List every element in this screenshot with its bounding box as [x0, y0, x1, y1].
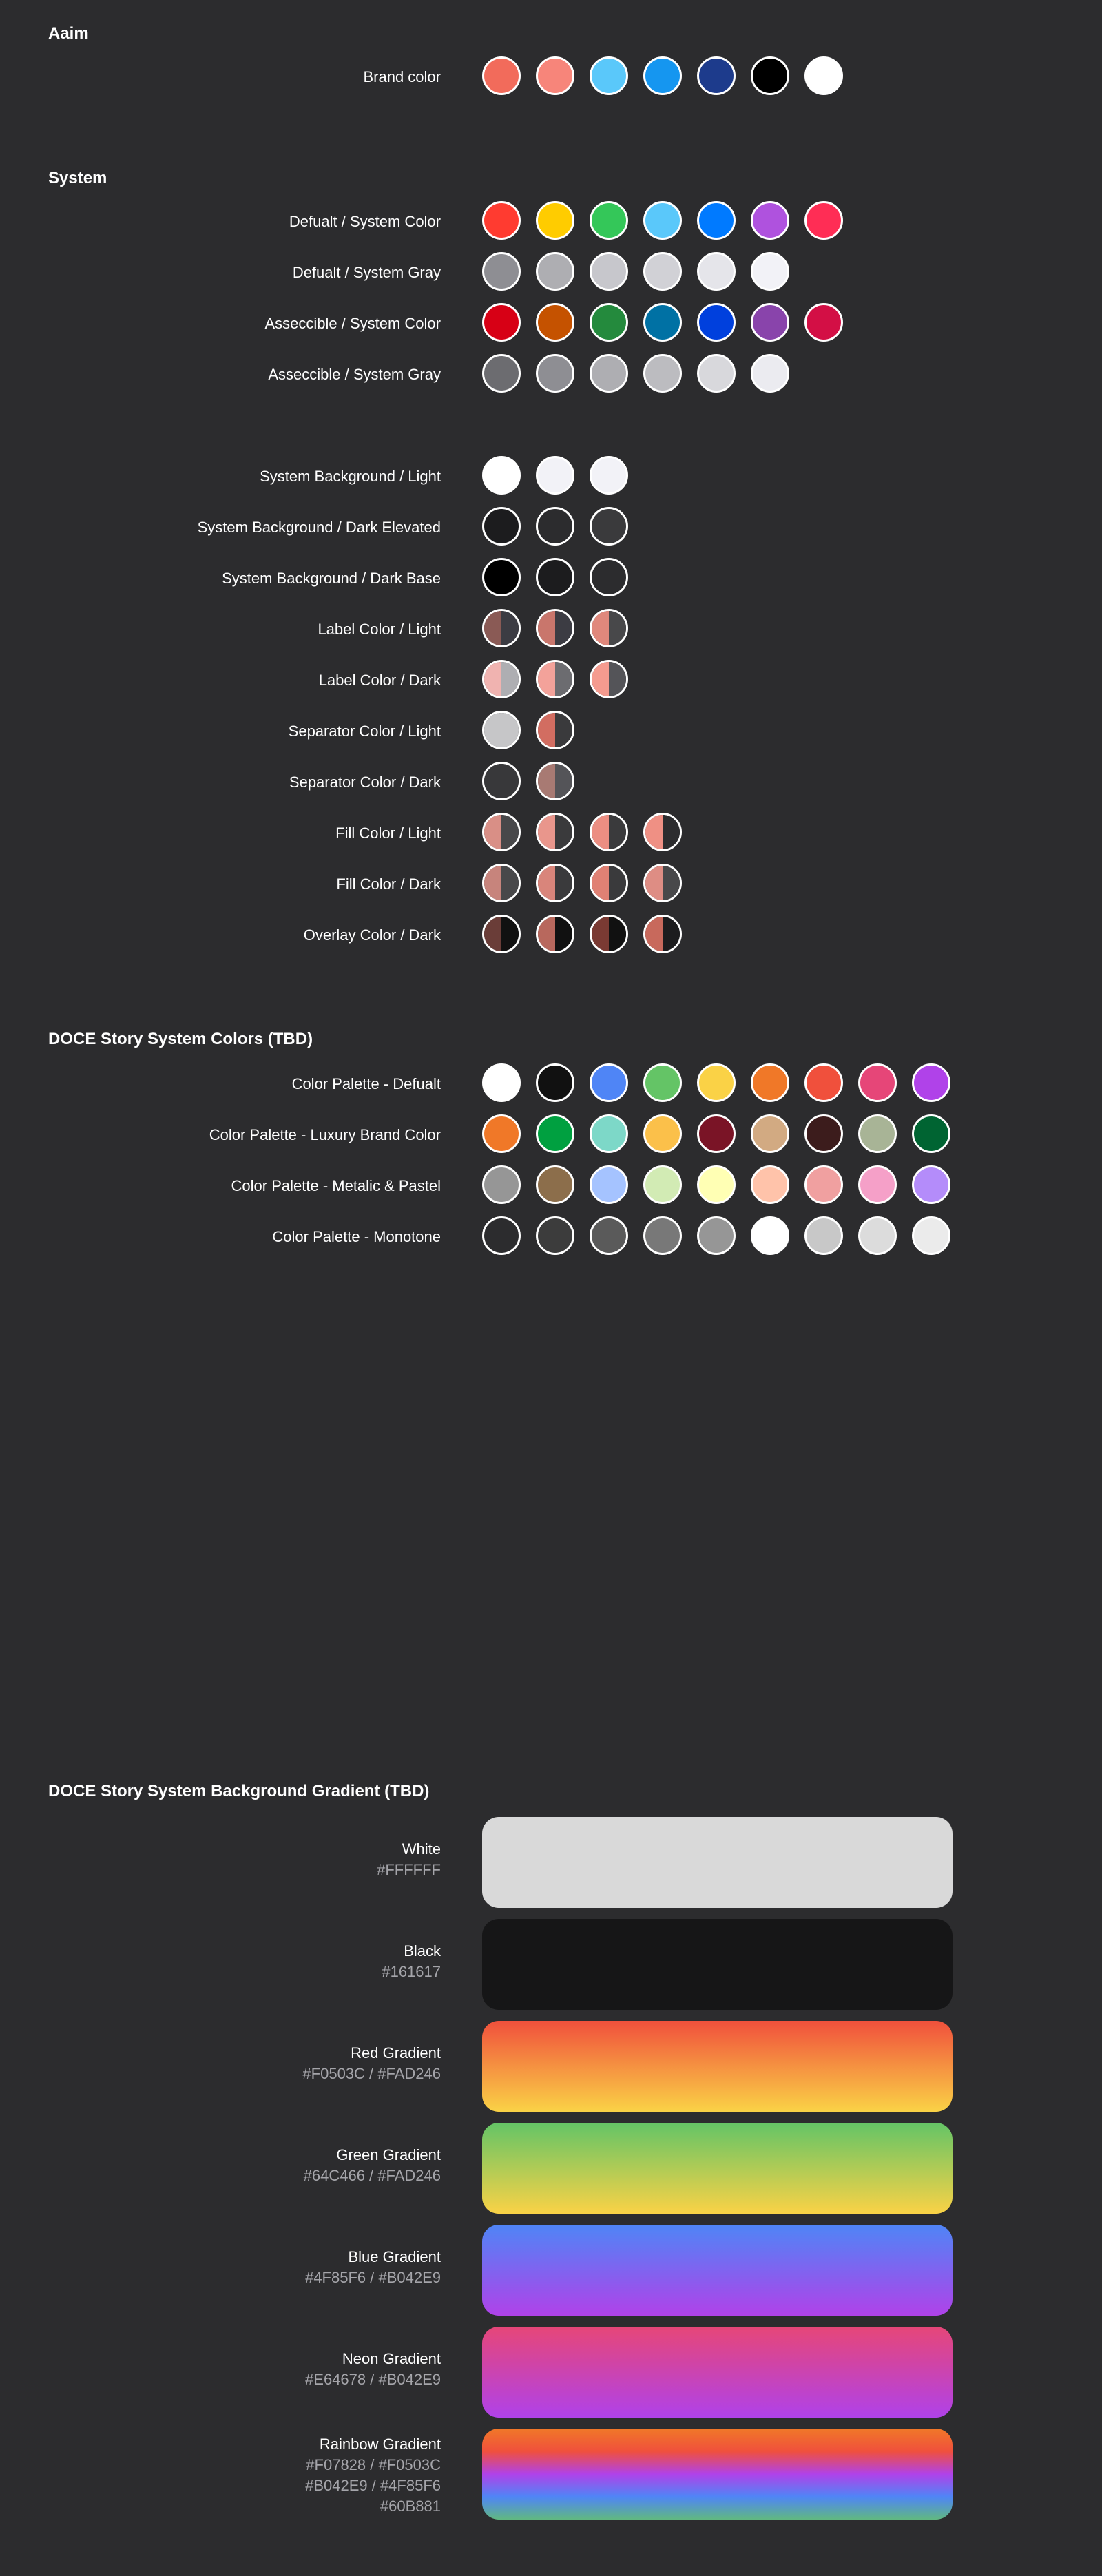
palette-row-asseccible-system-gray	[0, 354, 1102, 395]
color-swatch[interactable]	[643, 813, 682, 851]
palette-row-label: Fill Color / Light	[335, 824, 441, 842]
gradient-row-green-gradient	[0, 2123, 1102, 2214]
gradient-name: Neon Gradient	[342, 2350, 441, 2367]
swatch-half-right	[501, 713, 519, 747]
palette-row-label: Overlay Color / Dark	[303, 926, 441, 944]
swatch-half-right	[609, 611, 626, 645]
gradient-hex-codes: #64C466 / #FAD246	[303, 2167, 441, 2184]
palette-row-color-palette-luxury-brand-color	[0, 1114, 1102, 1156]
color-swatch[interactable]	[482, 864, 521, 902]
gradient-row-white	[0, 1817, 1102, 1908]
gradient-label	[305, 2434, 441, 2517]
color-swatch[interactable]	[482, 456, 521, 495]
swatch-half-left	[484, 611, 501, 645]
color-swatch[interactable]	[804, 1165, 843, 1204]
color-swatch[interactable]	[590, 609, 628, 647]
palette-row-label: Defualt / System Color	[289, 213, 441, 230]
color-swatch[interactable]	[536, 1114, 574, 1153]
palette-row-defualt-system-gray	[0, 252, 1102, 293]
color-swatch[interactable]	[590, 1114, 628, 1153]
color-swatch[interactable]	[536, 303, 574, 342]
color-swatch[interactable]	[590, 558, 628, 596]
swatch-half-right	[609, 866, 626, 900]
swatch-half-right	[555, 815, 572, 849]
gradient-hex-codes: #FFFFFF	[377, 1861, 441, 1878]
color-swatch[interactable]	[536, 1063, 574, 1102]
color-swatch[interactable]	[697, 354, 736, 393]
palette-row-brand-color	[0, 56, 1102, 98]
color-swatch[interactable]	[482, 252, 521, 291]
palette-row-label: Color Palette - Defualt	[291, 1075, 441, 1092]
color-swatch[interactable]	[590, 813, 628, 851]
color-swatch[interactable]	[590, 303, 628, 342]
color-swatch[interactable]	[536, 456, 574, 495]
swatch-half-left	[484, 866, 501, 900]
palette-row-fill-color-light	[0, 813, 1102, 854]
gradient-name: Blue Gradient	[348, 2248, 441, 2265]
palette-row-label: Asseccible / System Color	[264, 315, 441, 332]
palette-row-label: System Background / Dark Elevated	[197, 519, 441, 536]
color-swatch[interactable]	[858, 1114, 897, 1153]
swatch-half-left	[484, 917, 501, 951]
swatch-half-left	[484, 764, 501, 798]
color-swatch[interactable]	[590, 456, 628, 495]
color-swatch[interactable]	[482, 558, 521, 596]
swatch-half-right	[501, 866, 519, 900]
gradient-swatch[interactable]	[482, 2327, 953, 2418]
gradient-hex-codes: #E64678 / #B042E9	[305, 2371, 441, 2388]
color-swatch[interactable]	[751, 354, 789, 393]
color-swatch[interactable]	[858, 1063, 897, 1102]
color-swatch[interactable]	[590, 201, 628, 240]
palette-row-label: Label Color / Light	[318, 621, 441, 638]
palette-row-label: Brand color	[363, 68, 441, 85]
color-swatch[interactable]	[536, 252, 574, 291]
swatch-half-right	[501, 764, 519, 798]
color-swatch[interactable]	[590, 1216, 628, 1255]
color-swatch[interactable]	[643, 303, 682, 342]
color-swatch[interactable]	[804, 56, 843, 95]
color-swatch[interactable]	[536, 762, 574, 800]
color-swatch[interactable]	[697, 1216, 736, 1255]
gradient-swatch[interactable]	[482, 2021, 953, 2112]
color-swatch[interactable]	[751, 303, 789, 342]
color-swatch[interactable]	[536, 1165, 574, 1204]
palette-row-defualt-system-color	[0, 201, 1102, 242]
palette-row-label: System Background / Dark Base	[222, 570, 441, 587]
swatch-half-left	[592, 917, 609, 951]
gradient-name: White	[402, 1840, 441, 1858]
color-swatch[interactable]	[536, 660, 574, 698]
swatch-half-right	[555, 662, 572, 696]
color-swatch[interactable]	[751, 1216, 789, 1255]
color-swatch[interactable]	[643, 1063, 682, 1102]
palette-row-separator-color-light	[0, 711, 1102, 752]
color-swatch[interactable]	[858, 1165, 897, 1204]
swatch-half-left	[484, 662, 501, 696]
gradient-swatch[interactable]	[482, 2123, 953, 2214]
color-swatch[interactable]	[804, 1114, 843, 1153]
color-swatch[interactable]	[482, 354, 521, 393]
palette-row-label: Separator Color / Light	[288, 723, 441, 740]
color-swatch[interactable]	[482, 813, 521, 851]
color-swatch[interactable]	[858, 1216, 897, 1255]
color-swatch[interactable]	[482, 1216, 521, 1255]
palette-row-label-color-light	[0, 609, 1102, 650]
color-swatch[interactable]	[643, 864, 682, 902]
swatch-half-right	[555, 713, 572, 747]
color-swatch[interactable]	[482, 915, 521, 953]
palette-row-label: Separator Color / Dark	[289, 773, 441, 791]
color-swatch[interactable]	[804, 1216, 843, 1255]
swatch-half-left	[592, 662, 609, 696]
color-swatch[interactable]	[912, 1063, 950, 1102]
gradient-name: Rainbow Gradient	[319, 2435, 441, 2453]
color-swatch[interactable]	[536, 201, 574, 240]
color-swatch[interactable]	[590, 507, 628, 546]
swatch-half-left	[484, 713, 501, 747]
palette-row-label: Color Palette - Metalic & Pastel	[231, 1177, 441, 1194]
swatch-half-left	[645, 917, 663, 951]
color-swatch[interactable]	[697, 252, 736, 291]
color-swatch[interactable]	[482, 762, 521, 800]
gradient-hex-codes: #161617	[382, 1963, 441, 1980]
color-swatch[interactable]	[751, 201, 789, 240]
gradient-label	[302, 2043, 441, 2084]
color-swatch[interactable]	[536, 864, 574, 902]
color-swatch[interactable]	[697, 1165, 736, 1204]
gradient-label	[304, 2145, 441, 2186]
swatch-half-right	[663, 917, 680, 951]
color-swatch[interactable]	[804, 303, 843, 342]
color-swatch[interactable]	[697, 303, 736, 342]
color-swatch[interactable]	[643, 354, 682, 393]
gradient-swatch[interactable]	[482, 2225, 953, 2316]
swatch-half-right	[663, 815, 680, 849]
color-swatch[interactable]	[536, 609, 574, 647]
swatch-half-right	[555, 764, 572, 798]
gradient-name: Red Gradient	[351, 2044, 441, 2061]
gradient-row-red-gradient	[0, 2021, 1102, 2112]
gradient-row-blue-gradient	[0, 2225, 1102, 2316]
section-title-doce-colors: DOCE Story System Colors (TBD)	[48, 1030, 313, 1048]
color-swatch[interactable]	[536, 813, 574, 851]
color-swatch[interactable]	[590, 354, 628, 393]
gradient-hex-codes: #F07828 / #F0503C #B042E9 / #4F85F6 #60B881	[305, 2456, 441, 2515]
palette-row-label: Color Palette - Monotone	[272, 1228, 441, 1245]
color-swatch[interactable]	[751, 252, 789, 291]
color-swatch[interactable]	[751, 56, 789, 95]
swatch-half-left	[538, 917, 555, 951]
gradient-name: Black	[404, 1942, 441, 1960]
gradient-hex-codes: #F0503C / #FAD246	[302, 2065, 441, 2082]
swatch-half-right	[555, 866, 572, 900]
color-swatch[interactable]	[643, 1114, 682, 1153]
color-swatch[interactable]	[536, 507, 574, 546]
palette-row-label: System Background / Light	[260, 468, 441, 485]
color-swatch[interactable]	[751, 1114, 789, 1153]
gradient-label	[382, 1941, 441, 1982]
color-swatch[interactable]	[643, 915, 682, 953]
palette-row-color-palette-monotone	[0, 1216, 1102, 1258]
color-swatch[interactable]	[804, 1063, 843, 1102]
swatch-half-right	[501, 917, 519, 951]
swatch-half-left	[538, 764, 555, 798]
color-swatch[interactable]	[590, 915, 628, 953]
palette-row-system-background-dark-base	[0, 558, 1102, 599]
color-swatch[interactable]	[697, 1114, 736, 1153]
palette-row-system-background-dark-elevated	[0, 507, 1102, 548]
color-swatch[interactable]	[643, 1165, 682, 1204]
color-swatch[interactable]	[482, 660, 521, 698]
section-title-gradients: DOCE Story System Background Gradient (TBD)	[48, 1782, 430, 1800]
gradient-row-neon-gradient	[0, 2327, 1102, 2418]
palette-row-label: Color Palette - Luxury Brand Color	[209, 1126, 441, 1143]
gradient-name: Green Gradient	[336, 2146, 441, 2163]
swatch-half-right	[609, 815, 626, 849]
swatch-half-right	[501, 815, 519, 849]
color-swatch[interactable]	[643, 252, 682, 291]
color-swatch[interactable]	[643, 56, 682, 95]
color-swatch[interactable]	[804, 201, 843, 240]
gradient-label	[305, 2349, 441, 2390]
swatch-half-left	[645, 815, 663, 849]
swatch-half-left	[484, 815, 501, 849]
swatch-half-left	[538, 713, 555, 747]
swatch-half-right	[555, 917, 572, 951]
gradient-label	[305, 2247, 441, 2288]
color-swatch[interactable]	[482, 507, 521, 546]
gradient-row-rainbow-gradient	[0, 2429, 1102, 2520]
color-swatch[interactable]	[482, 303, 521, 342]
color-swatch[interactable]	[482, 711, 521, 749]
gradient-swatch[interactable]	[482, 1919, 953, 2010]
palette-row-label: Asseccible / System Gray	[268, 366, 441, 383]
swatch-half-right	[609, 917, 626, 951]
color-swatch[interactable]	[643, 1216, 682, 1255]
color-swatch[interactable]	[590, 252, 628, 291]
swatch-half-right	[555, 611, 572, 645]
color-swatch[interactable]	[751, 1165, 789, 1204]
palette-row-fill-color-dark	[0, 864, 1102, 905]
gradient-swatch[interactable]	[482, 2429, 953, 2520]
color-swatch[interactable]	[912, 1165, 950, 1204]
swatch-half-left	[538, 866, 555, 900]
color-swatch[interactable]	[912, 1216, 950, 1255]
swatch-half-right	[501, 662, 519, 696]
color-swatch[interactable]	[536, 56, 574, 95]
color-swatch[interactable]	[536, 1216, 574, 1255]
swatch-half-right	[663, 866, 680, 900]
color-swatch[interactable]	[590, 1165, 628, 1204]
color-swatch[interactable]	[697, 56, 736, 95]
swatch-half-left	[592, 611, 609, 645]
swatch-half-right	[609, 662, 626, 696]
color-swatch[interactable]	[536, 915, 574, 953]
color-swatch[interactable]	[536, 354, 574, 393]
color-swatch[interactable]	[482, 1114, 521, 1153]
section-title-aaim: Aaim	[48, 24, 89, 43]
swatch-half-left	[538, 611, 555, 645]
color-swatch[interactable]	[482, 1063, 521, 1102]
color-swatch[interactable]	[590, 1063, 628, 1102]
color-swatch[interactable]	[912, 1114, 950, 1153]
palette-row-overlay-color-dark	[0, 915, 1102, 956]
palette-row-color-palette-defualt	[0, 1063, 1102, 1105]
gradient-hex-codes: #4F85F6 / #B042E9	[305, 2269, 441, 2286]
color-swatch[interactable]	[536, 558, 574, 596]
palette-row-system-background-light	[0, 456, 1102, 497]
palette-row-label-color-dark	[0, 660, 1102, 701]
color-swatch[interactable]	[751, 1063, 789, 1102]
color-swatch[interactable]	[590, 56, 628, 95]
section-title-system: System	[48, 169, 107, 187]
color-swatch[interactable]	[590, 660, 628, 698]
palette-row-asseccible-system-color	[0, 303, 1102, 344]
swatch-half-right	[501, 611, 519, 645]
color-swatch[interactable]	[482, 609, 521, 647]
gradient-swatch[interactable]	[482, 1817, 953, 1908]
color-swatch[interactable]	[643, 201, 682, 240]
palette-row-label: Label Color / Dark	[318, 672, 441, 689]
color-swatch[interactable]	[697, 201, 736, 240]
color-swatch[interactable]	[536, 711, 574, 749]
color-swatch[interactable]	[482, 201, 521, 240]
palette-row-label: Fill Color / Dark	[336, 875, 441, 893]
swatch-half-left	[538, 815, 555, 849]
palette-row-color-palette-metalic-pastel	[0, 1165, 1102, 1207]
swatch-half-left	[592, 815, 609, 849]
color-swatch[interactable]	[697, 1063, 736, 1102]
palette-row-separator-color-dark	[0, 762, 1102, 803]
swatch-half-left	[645, 866, 663, 900]
color-swatch[interactable]	[590, 864, 628, 902]
color-swatch[interactable]	[482, 56, 521, 95]
gradient-row-black	[0, 1919, 1102, 2010]
gradient-label	[377, 1839, 441, 1880]
palette-row-label: Defualt / System Gray	[292, 264, 441, 281]
swatch-half-left	[592, 866, 609, 900]
color-swatch[interactable]	[482, 1165, 521, 1204]
swatch-half-left	[538, 662, 555, 696]
